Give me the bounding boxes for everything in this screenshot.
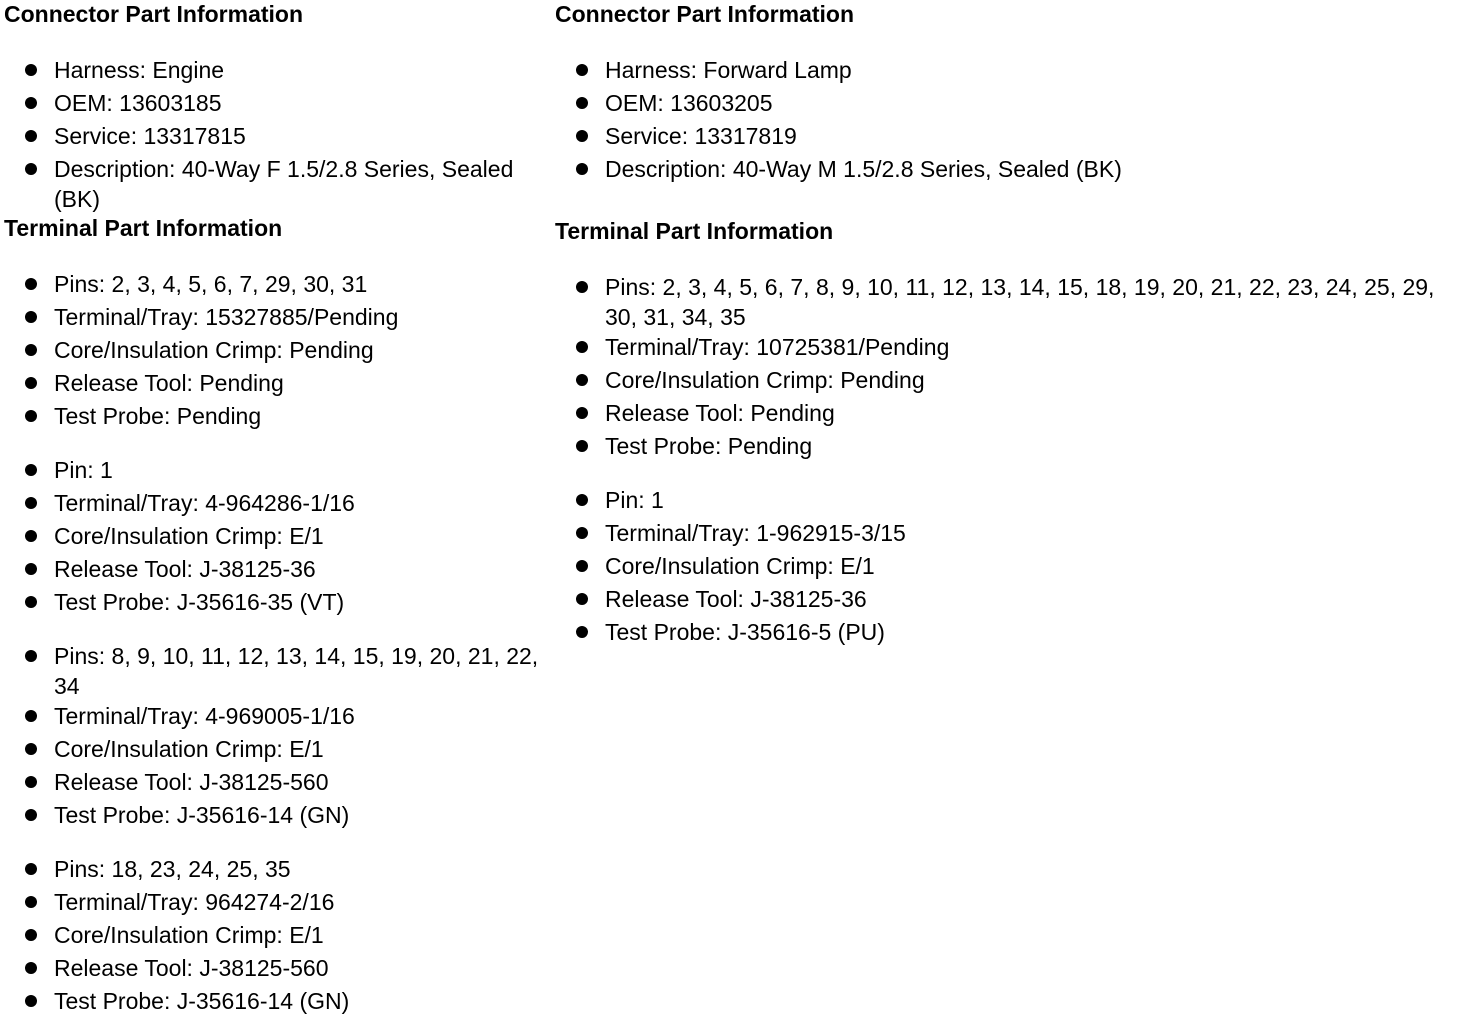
bullet-icon — [576, 374, 588, 386]
list-item: Core/Insulation Crimp: E/1 — [4, 920, 550, 953]
list-item: Description: 40-Way M 1.5/2.8 Series, Sealed (BK) — [555, 154, 1470, 187]
bullet-icon — [576, 407, 588, 419]
list-item: Release Tool: J-38125-560 — [4, 953, 550, 986]
list-item: OEM: 13603205 — [555, 88, 1470, 121]
list-item: Test Probe: Pending — [4, 401, 550, 434]
bullet-icon — [25, 962, 37, 974]
connector-heading: Connector Part Information — [555, 1, 855, 27]
list-item: Release Tool: Pending — [4, 368, 550, 401]
list-item: Terminal/Tray: 10725381/Pending — [555, 332, 1470, 365]
bullet-icon — [576, 130, 588, 142]
connector-list — [555, 55, 1470, 187]
list-item: Release Tool: J-38125-560 — [4, 767, 550, 800]
list-item: Release Tool: Pending — [555, 398, 1470, 431]
list-item: Harness: Engine — [4, 55, 550, 88]
list-item: Service: 13317815 — [4, 121, 550, 154]
bullet-icon — [576, 64, 588, 76]
terminal-group — [4, 455, 550, 620]
bullet-icon — [25, 278, 37, 290]
list-item: Terminal/Tray: 4-964286-1/16 — [4, 488, 550, 521]
bullet-icon — [576, 163, 588, 175]
list-item: Release Tool: J-38125-36 — [555, 584, 1470, 617]
terminal-group — [4, 269, 550, 434]
list-item: Test Probe: J-35616-5 (PU) — [555, 617, 1470, 650]
bullet-icon — [25, 464, 37, 476]
right-column — [555, 0, 1470, 650]
bullet-icon — [576, 440, 588, 452]
bullet-icon — [25, 743, 37, 755]
bullet-icon — [576, 560, 588, 572]
list-item: Pins: 2, 3, 4, 5, 6, 7, 29, 30, 31 — [4, 269, 550, 302]
list-item: Pins: 18, 23, 24, 25, 35 — [4, 854, 550, 887]
bullet-icon — [25, 596, 37, 608]
bullet-icon — [25, 863, 37, 875]
bullet-icon — [25, 410, 37, 422]
bullet-icon — [25, 710, 37, 722]
bullet-icon — [25, 563, 37, 575]
list-item: Core/Insulation Crimp: E/1 — [4, 521, 550, 554]
bullet-icon — [25, 776, 37, 788]
bullet-icon — [25, 377, 37, 389]
list-item: OEM: 13603185 — [4, 88, 550, 121]
list-item: Terminal/Tray: 964274-2/16 — [4, 887, 550, 920]
list-item: Terminal/Tray: 4-969005-1/16 — [4, 701, 550, 734]
bullet-icon — [576, 341, 588, 353]
bullet-icon — [25, 929, 37, 941]
list-item: Pins: 8, 9, 10, 11, 12, 13, 14, 15, 19, 20, 21, 22, 34 — [4, 641, 550, 701]
bullet-icon — [576, 494, 588, 506]
bullet-icon — [25, 650, 37, 662]
bullet-icon — [576, 97, 588, 109]
list-item: Service: 13317819 — [555, 121, 1470, 154]
bullet-icon — [25, 896, 37, 908]
list-item: Core/Insulation Crimp: Pending — [555, 365, 1470, 398]
terminal-heading: Terminal Part Information — [555, 218, 834, 244]
bullet-icon — [25, 97, 37, 109]
terminal-group — [4, 854, 550, 1019]
bullet-icon — [25, 163, 37, 175]
list-item: Test Probe: J-35616-35 (VT) — [4, 587, 550, 620]
list-item: Core/Insulation Crimp: E/1 — [555, 551, 1470, 584]
list-item: Core/Insulation Crimp: E/1 — [4, 734, 550, 767]
list-item: Pin: 1 — [4, 455, 550, 488]
terminal-group — [4, 641, 550, 833]
connector-list — [4, 55, 550, 214]
list-item: Test Probe: J-35616-14 (GN) — [4, 800, 550, 833]
terminal-group — [555, 272, 1470, 464]
list-item: Release Tool: J-38125-36 — [4, 554, 550, 587]
bullet-icon — [25, 64, 37, 76]
bullet-icon — [25, 130, 37, 142]
left-column — [4, 0, 550, 1019]
bullet-icon — [25, 344, 37, 356]
list-item: Pins: 2, 3, 4, 5, 6, 7, 8, 9, 10, 11, 12, 13, 14, 15, 18, 19, 20, 21, 22, 23, 24, 25, 29, 30, 31, 34, 35 — [555, 272, 1470, 332]
list-item: Test Probe: J-35616-14 (GN) — [4, 986, 550, 1019]
bullet-icon — [25, 497, 37, 509]
bullet-icon — [576, 527, 588, 539]
list-item: Harness: Forward Lamp — [555, 55, 1470, 88]
bullet-icon — [25, 809, 37, 821]
bullet-icon — [25, 311, 37, 323]
list-item: Description: 40-Way F 1.5/2.8 Series, Sealed (BK) — [4, 154, 550, 214]
connector-heading: Connector Part Information — [4, 1, 304, 27]
bullet-icon — [576, 281, 588, 293]
list-item: Terminal/Tray: 1-962915-3/15 — [555, 518, 1470, 551]
bullet-icon — [576, 626, 588, 638]
bullet-icon — [576, 593, 588, 605]
list-item: Terminal/Tray: 15327885/Pending — [4, 302, 550, 335]
list-item: Pin: 1 — [555, 485, 1470, 518]
list-item: Test Probe: Pending — [555, 431, 1470, 464]
bullet-icon — [25, 530, 37, 542]
bullet-icon — [25, 995, 37, 1007]
terminal-heading: Terminal Part Information — [4, 215, 283, 241]
terminal-group — [555, 485, 1470, 650]
list-item: Core/Insulation Crimp: Pending — [4, 335, 550, 368]
